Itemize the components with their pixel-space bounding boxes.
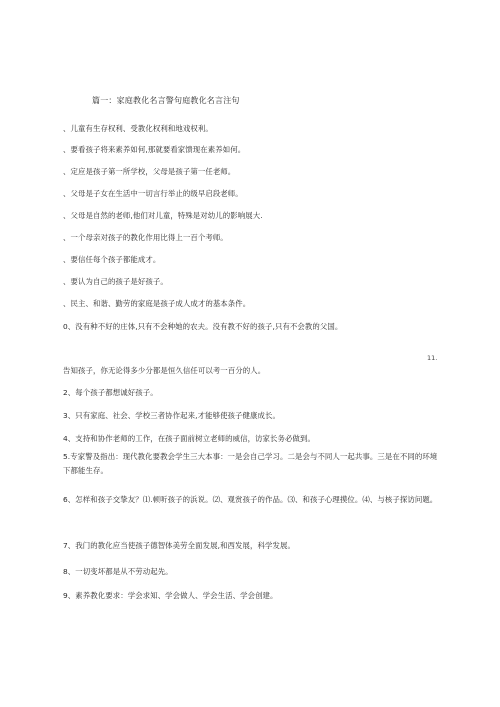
document-title: 篇一：家庭教化名言警句庭教化名言注句 [92,96,240,105]
list-item: 5.专家警及指出：现代教化要教会学生三大本事：一是会自己学习。二是会与不同人一起共事。三是在不同的环境下都能生存。 [63,452,438,475]
list-item: 、定应是孩子第一所学校，父母是孩子第一任老师。 [63,167,236,176]
list-item: 、儿童有生存权利、受教化权利和地戏权利。 [63,124,213,133]
list-item: 0、没有种不好的庄体,只有不会种她的农夫。没有教不好的孩子,只有不会教的父国。 [63,322,343,331]
list-item: 、要信任每个孩子都能成才。 [63,255,161,264]
list-item: 、要认为自己的孩子是好孩子。 [63,277,168,286]
list-item: 3、只有家庭、社会、学校三者协作起来,才能够使孩子健康成长。 [63,411,280,420]
list-item: 告知孩子，你无论得多少分都是恒久信任可以考一百分的人。 [63,366,266,375]
list-item: 7、我门的教化应当使孩子德智体美劳全面发展,和西发展，科学发展。 [63,541,295,550]
list-item: 、一个母亲对孩子的教化作用比得上一百个考师。 [63,233,228,242]
list-item: 、父母是子女在生活中一切言行举止的级早启段老师。 [63,189,243,198]
list-item: 、民主、和谐、勤劳的家庭是孩子成人成才的基本条件。 [63,299,251,308]
list-item: 、要看孩子将来素养如何,那就要看家馈现在素养如何。 [63,145,246,154]
page-number: 11. [427,354,438,362]
list-item: 6、怎样和孩子交挚友？⑴.顿听孩子的浜说。⑵、观赏孩子的作品。⑶、和孩子心理摸位。⑷、与核子探访问题。 [63,495,438,504]
list-item: 2、每个孩子都想诚好孩子。 [63,388,158,397]
list-item: 9、素养教化要求：学会求知、学会做人、学会生活、学会创建。 [63,591,278,600]
list-item: 、父母是自然的老师,他们对儿童，特殊是对幼儿的影响展大. [63,211,263,220]
list-item: 8、一切变坏都是从不劳动起先。 [63,567,173,576]
list-item: 4、支持和协作老师的工作，在孩子面前树立老师的威信，访家长务必做到。 [63,434,315,443]
